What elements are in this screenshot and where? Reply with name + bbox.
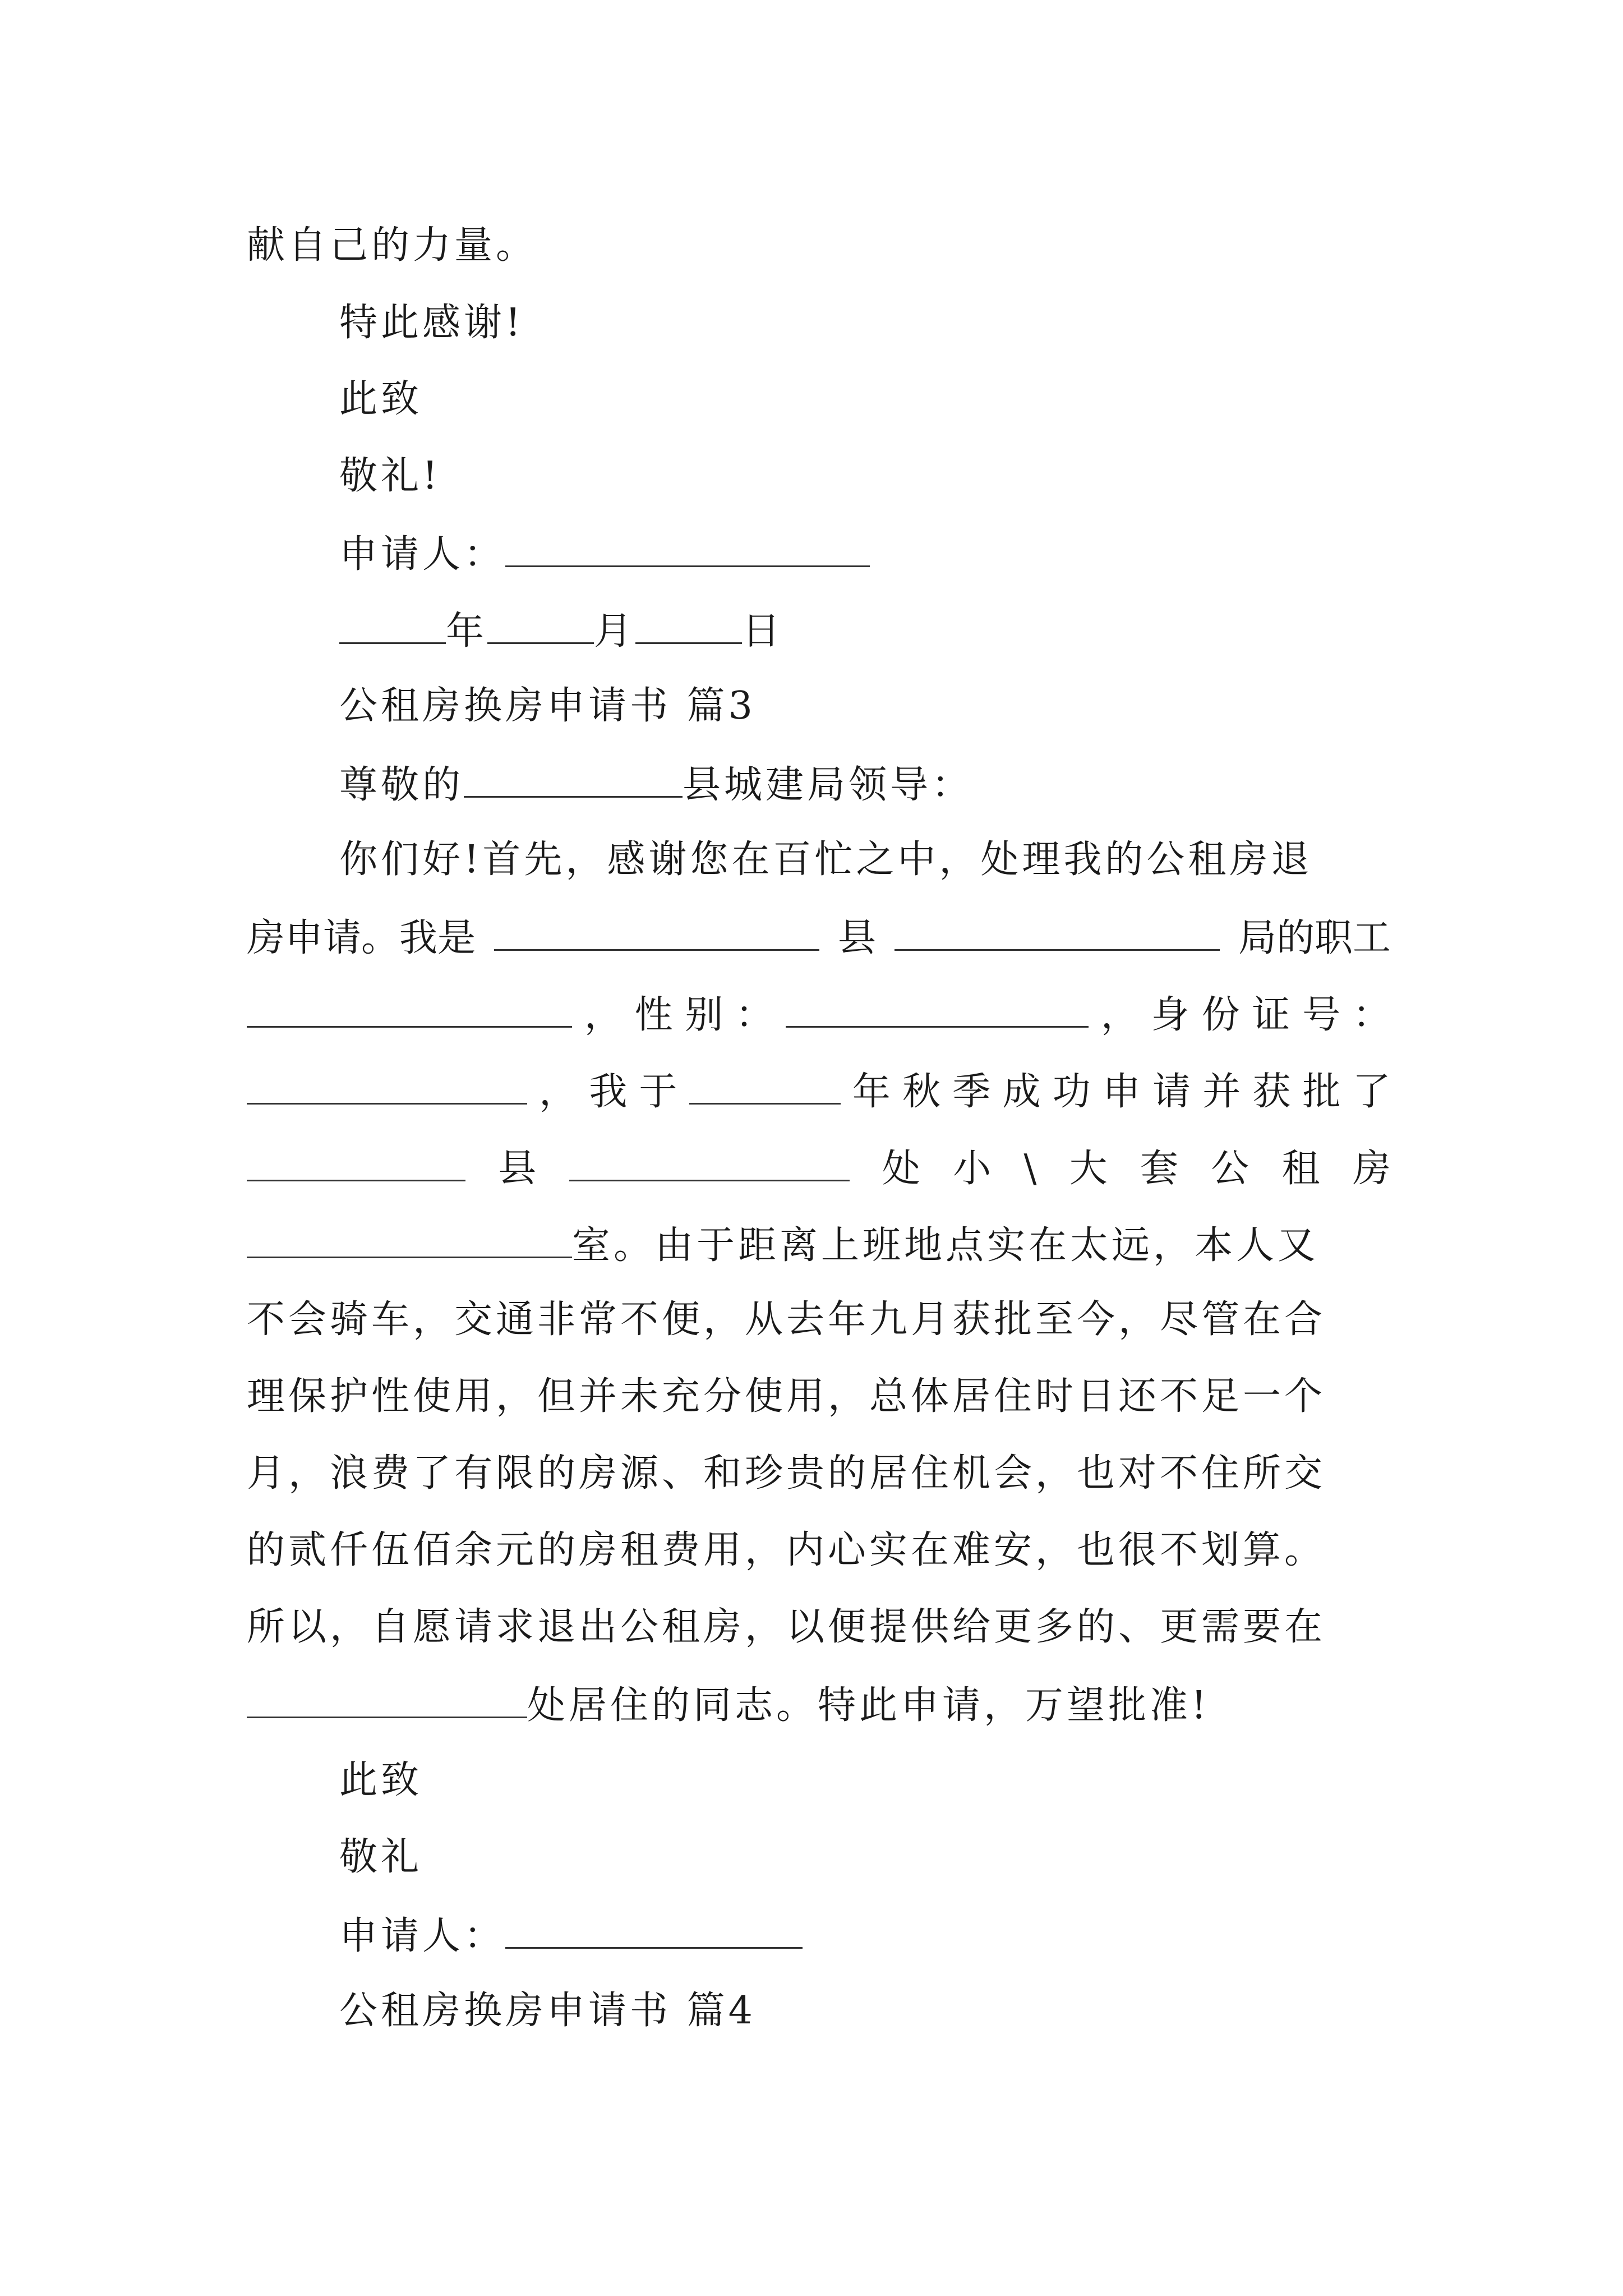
housing-location-blank[interactable] — [569, 1142, 850, 1181]
day-blank[interactable] — [635, 604, 742, 644]
body-line-11: 所以，自愿请求退出公租房，以便提供给更多的、更需要在 — [247, 1605, 1326, 1649]
salutation-cizhi: 此致 — [339, 377, 423, 421]
id-number-blank[interactable] — [247, 1065, 527, 1105]
body-line-6: 室。由于距离上班地点实在太远，本人又 — [247, 1218, 1391, 1269]
name-blank[interactable] — [247, 988, 572, 1028]
salutation-jingli-2: 敬礼 — [339, 1835, 423, 1879]
applicant-label: 申请人： — [339, 532, 506, 577]
room-number-blank[interactable] — [247, 1218, 572, 1258]
salutation-jingli: 敬礼! — [339, 454, 441, 498]
body-line-5: 县 处 小 \ 大 套 公 租 房 — [247, 1142, 1391, 1192]
body-line-7: 不会骑车，交通非常不便，从去年九月获批至今，尽管在合 — [247, 1297, 1326, 1342]
month-label: 月 — [594, 609, 636, 654]
bureau-name-blank[interactable] — [895, 911, 1220, 951]
county-blank[interactable] — [464, 758, 683, 798]
day-label: 日 — [742, 609, 784, 654]
housing-county-blank[interactable] — [247, 1142, 465, 1181]
body-line-1: 你们好!首先，感谢您在百忙之中，处理我的公租房退 — [339, 838, 1313, 882]
gender-blank[interactable] — [786, 988, 1089, 1028]
applicant-blank-2[interactable] — [505, 1909, 803, 1949]
addressee-line: 尊敬的 县城建局领导： — [339, 758, 1391, 808]
body-line-8: 理保护性使用，但并未充分使用，总体居住时日还不足一个 — [247, 1374, 1326, 1419]
body-line-2: 房申请。我是 县 局的职工 — [247, 911, 1391, 961]
date-line — [339, 604, 1391, 655]
body-line-3: ， 性 别 ： ， 身 份 证 号 ： — [247, 988, 1391, 1038]
body-line-12: 处居住的同志。特此申请，万望批准! — [247, 1678, 1391, 1729]
applicant-label-2: 申请人： — [339, 1914, 506, 1958]
section-title-4: 公租房换房申请书 篇4 — [339, 1989, 756, 2033]
year-label: 年 — [446, 609, 488, 654]
salutation-cizhi-2: 此致 — [339, 1758, 423, 1802]
paragraph-closing-line: 献自己的力量。 — [247, 223, 538, 268]
county-name-blank[interactable] — [494, 911, 819, 951]
target-location-blank[interactable] — [247, 1678, 527, 1718]
body-line-10: 的贰仟伍佰余元的房租费用，内心实在难安，也很不划算。 — [247, 1528, 1326, 1572]
year-blank[interactable] — [339, 604, 446, 644]
month-blank[interactable] — [487, 604, 594, 644]
applicant-line — [339, 527, 1391, 578]
applicant-blank[interactable] — [505, 527, 870, 567]
body-line-4: ， 我 于 年 秋 季 成 功 申 请 并 获 批 了 — [247, 1065, 1391, 1115]
applicant-line-2 — [339, 1909, 1391, 1959]
section-title-3: 公租房换房申请书 篇3 — [339, 684, 756, 728]
apply-year-blank[interactable] — [689, 1065, 841, 1105]
body-line-9: 月，浪费了有限的房源、和珍贵的居住机会，也对不住所交 — [247, 1451, 1326, 1496]
thanks-line: 特此感谢! — [339, 301, 524, 345]
